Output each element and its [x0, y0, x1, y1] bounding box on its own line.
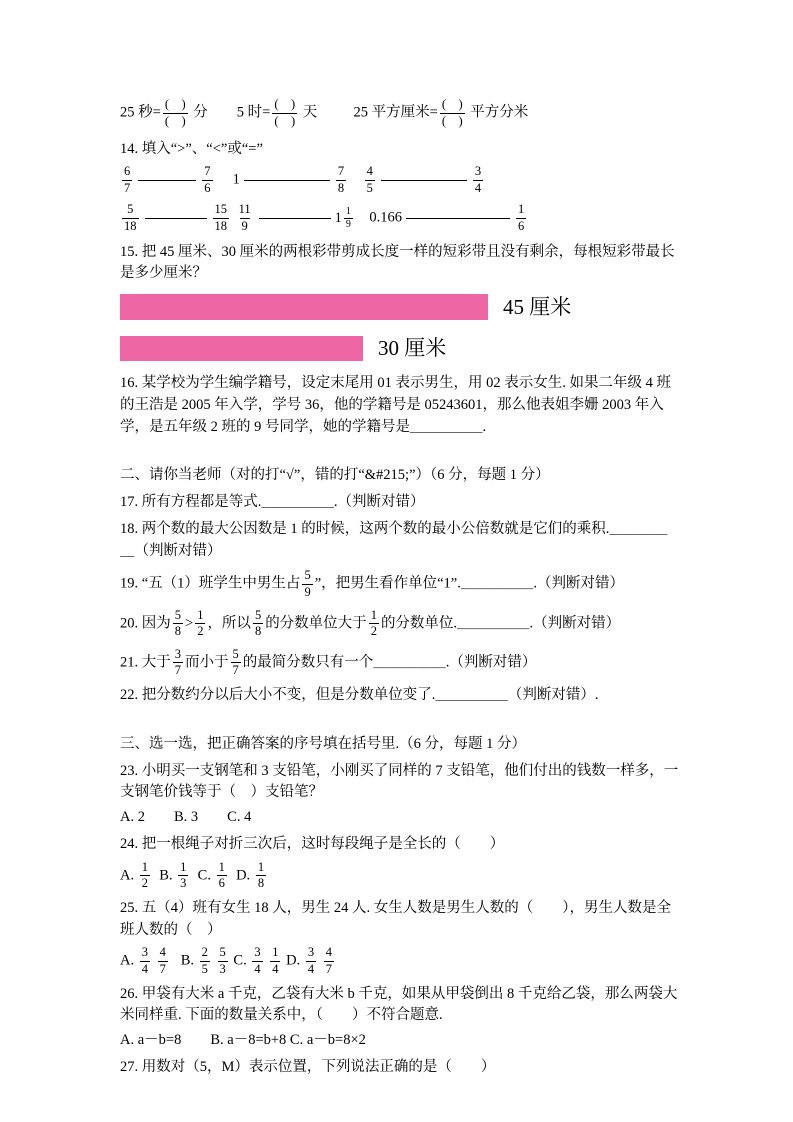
fraction: $\frac{11}{9}$ [238, 202, 251, 233]
fraction: $\frac{3}{7}$ [174, 646, 181, 678]
q20-text: 20. 因为 $\frac{5}{8}$ > $\frac{1}{2}$ ，所以 $\frac{5}{8}$ 的分数单位大于 $\frac{1}{2}$ 的分数单位.＿＿＿＿＿.（判断对错） [120, 607, 621, 639]
ribbon-30-bar [120, 336, 363, 361]
fraction: $\frac{5}{3}$ [219, 945, 226, 976]
fraction: $\frac{7}{8}$ [337, 164, 345, 195]
fraction: $\frac{1}{3}$ [180, 859, 187, 891]
q14-text: 14. 填入“>”、“<”或“=” [120, 141, 263, 158]
unit-conversion-line: 25 秒= $\frac{( )}{( )}$ 分 5 时= $\frac{( )}{( )}$ 天 25 平方厘米= $\frac{( )}{( )}$ 平方分米 [120, 97, 529, 128]
fraction: $\frac{5}{18}$ [124, 202, 137, 233]
fraction: $\frac{( )}{( )}$ [274, 97, 296, 128]
q16-text: 16. 某学校为学生编学籍号，设定末尾用 01 表示男生，用 02 表示女生. 如果二年级 4 班的王浩是 2005 年入学，学号 36，他的学籍号是 05243601，那么他表姐李姗 2003 年入学，是五年级 2 班的 9 号同学，她的学籍号是＿＿＿＿＿. [120, 375, 671, 435]
ribbon-30-label: 30 厘米 [378, 336, 447, 360]
q22-text: 22. 把分数约分以后大小不变，但是分数单位变了.＿＿＿＿＿（判断对错）. [120, 687, 599, 703]
fraction: $\frac{4}{5}$ [366, 164, 373, 195]
q25-options: A. $\frac{3}{4}$ $\frac{4}{7}$ B. $\frac{2}{5}$ $\frac{5}{3}$ C. $\frac{3}{4}$ $\frac{1}{4}$ D. $\frac{3}{4}$ $\frac{4}{7}$ [120, 945, 332, 976]
comparison-blank [138, 180, 196, 181]
q27-text: 27. 用数对（5，M）表示位置，下列说法正确的是（ ） [120, 1058, 496, 1075]
fraction: $\frac{1}{6}$ [518, 202, 525, 233]
q23-text: 23. 小明买一支钢笔和 3 支铅笔，小刚买了同样的 7 支铅笔，他们付出的钱数一样多，一支钢笔价钱等于（ ）支铅笔？ [120, 762, 679, 801]
q18-text: 18. 两个数的最大公因数是 1 的时候，这两个数的最小公倍数就是它们的乘积.＿＿＿＿＿（判断对错） [120, 520, 668, 559]
fraction: $\frac{5}{7}$ [232, 646, 239, 678]
q24-text: 24. 把一根绳子对折三次后，这时每段绳子是全长的（ ） [120, 835, 505, 852]
comparison-blank [244, 180, 330, 181]
q14-compare-row-2: $\frac{5}{18}$ $\frac{15}{18}$ $\frac{11}{9}$ 1 $\frac{1}{9}$ 0.166 $\frac{1}{6}$ [124, 202, 525, 233]
q17-text: 17. 所有方程都是等式.＿＿＿＿＿.（判断对错） [120, 494, 425, 510]
fraction: $\frac{1}{9}$ [345, 205, 351, 230]
fraction: $\frac{1}{4}$ [272, 945, 279, 976]
fraction: $\frac{1}{6}$ [218, 859, 225, 891]
q19-text: 19. “五（1）班学生中男生占 $\frac{5}{9}$ ”，把男生看作单位“1”.＿＿＿＿＿.（判断对错） [120, 568, 624, 599]
comparison-blank [145, 218, 207, 219]
fraction: $\frac{6}{7}$ [124, 164, 131, 195]
q26-options: A. a－b=8 B. a－8=b+8 C. a－b=8×2 [120, 1032, 366, 1048]
ribbon-45-bar [120, 294, 488, 320]
mixed-number: 1 $\frac{1}{9}$ [334, 205, 351, 230]
fraction: $\frac{( )}{( )}$ [441, 97, 463, 128]
ribbon-45-label: 45 厘米 [503, 294, 572, 319]
q14-compare-row-1: $\frac{6}{7}$ $\frac{7}{6}$ 1 $\frac{7}{8}$ $\frac{4}{5}$ $\frac{3}{4}$ [124, 164, 482, 195]
q25-text: 25. 五（4）班有女生 18 人，男生 24 人. 女生人数是男生人数的（ ），男生人数是全班人数的（ ） [120, 899, 671, 938]
ribbon-30-row [120, 336, 679, 361]
fraction: $\frac{3}{4}$ [474, 164, 482, 195]
fraction: $\frac{3}{4}$ [141, 945, 148, 976]
fraction: $\frac{1}{8}$ [257, 859, 265, 891]
fraction: $\frac{15}{18}$ [214, 202, 227, 233]
fraction: $\frac{1}{2}$ [370, 607, 377, 639]
fraction: $\frac{2}{5}$ [201, 945, 208, 976]
q24-options: A. $\frac{1}{2}$ B. $\frac{1}{3}$ C. $\frac{1}{6}$ D. $\frac{1}{8}$ [120, 859, 265, 891]
section-3-title: 三、选一选，把正确答案的序号填在括号里.（6 分，每题 1 分） [120, 735, 526, 752]
comparison-blank [259, 218, 331, 219]
fraction: $\frac{4}{7}$ [325, 945, 332, 976]
fraction: $\frac{3}{4}$ [254, 945, 261, 976]
fraction: $\frac{3}{4}$ [307, 945, 315, 976]
ribbon-45-row [120, 294, 679, 320]
fraction: $\frac{5}{9}$ [304, 568, 311, 599]
comparison-blank [381, 180, 467, 181]
fraction: $\frac{5}{8}$ [254, 607, 262, 639]
fraction: $\frac{5}{8}$ [174, 607, 181, 639]
q21-text: 21. 大于 $\frac{3}{7}$ 而小于 $\frac{5}{7}$ 的最简分数只有一个＿＿＿＿＿.（判断对错） [120, 646, 537, 678]
q26-text: 26. 甲袋有大米 a 千克，乙袋有大米 b 千克，如果从甲袋倒出 8 千克给乙袋，那么两袋大米同样重. 下面的数量关系中，（ ）不符合题意. [120, 985, 678, 1024]
fraction: $\frac{1}{2}$ [197, 607, 204, 639]
q15-text: 15. 把 45 厘米、30 厘米的两根彩带剪成长度一样的短彩带且没有剩余，每根短彩带最长是多少厘米？ [120, 243, 675, 282]
section-2-title: 二、请你当老师（对的打“√”，错的打“&#215;”）（6 分，每题 1 分） [120, 467, 550, 484]
comparison-blank [406, 218, 510, 219]
fraction: $\frac{7}{6}$ [204, 164, 211, 195]
fraction: $\frac{1}{2}$ [141, 859, 148, 891]
fraction: $\frac{4}{7}$ [159, 945, 166, 976]
q23-options: A. 2 B. 3 C. 4 [120, 809, 252, 825]
fraction: $\frac{( )}{( )}$ [164, 97, 186, 128]
